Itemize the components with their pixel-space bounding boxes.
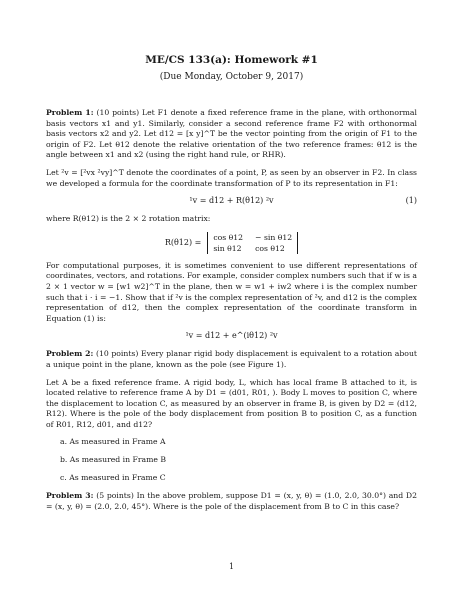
problem2-subparts [60, 437, 417, 482]
problem3-text1: (5 points) In the above problem, suppose D1 = (x, y, θ) = (1.0, 2.0, 30.0°) and D2 = (x, y, θ) = (2.0, 2.0, 45°). Where is the pole of the displacement from B to C in this case? [46, 491, 417, 512]
problem2-para2: Let A be a fixed reference frame. A rigid body, L, which has local frame B attached to it, is located relative to reference frame A by D1 = (d01, R01, ). Body L moves to position C, where the displacement to location C, as measured by an observer in frame B, is given by D2 = (d12, R12). Where is the pole of the body displacement from position B to position C, as a function of R01, R12, d01, and d12? [46, 377, 417, 429]
page-number: 1 [228, 562, 235, 571]
due-date: (Due Monday, October 9, 2017) [159, 72, 304, 82]
list-item: c. As measured in Frame C [60, 473, 166, 483]
matrix-cell: cos θ12 [255, 243, 285, 253]
equation-2 [46, 331, 417, 342]
problem1-para1 [46, 108, 417, 161]
page-title: ME/CS 133(a): Homework #1 [145, 54, 318, 66]
rotation-matrix-equation [46, 232, 417, 254]
matrix-cell: cos θ12 [213, 232, 244, 242]
problem3-label: Problem 3: [46, 491, 94, 501]
problem3-para1 [46, 491, 417, 512]
equation-1-number: (1) [405, 196, 417, 206]
problem1-para4: For computational purposes, it is sometimes convenient to use different representations of coordinates, vectors, and rotations. For example, consider complex numbers such that if w is a 2 × 1 vector w = [w1 w2]^T in the plane, then w = w1 + iw2 where i is the complex number such that i · i = −1. Show that if ²v is the complex representation of ²v, and d12 is the complex representation of d12, then the complex representation of the coordinate transform in Equation (1) is: [46, 260, 417, 323]
list-item: b. As measured in Frame B [60, 455, 167, 465]
matrix-lhs: R(θ12) = [164, 238, 202, 248]
rotation-matrix [207, 232, 298, 254]
problem2-label: Problem 2: [46, 349, 94, 359]
matrix-cell: sin θ12 [213, 243, 242, 253]
problem1-text1: (10 points) Let F1 denote a fixed reference frame in the plane, with orthonormal basis vectors x1 and y1. Similarly, consider a second reference frame F2 with orthonormal basis vectors x2 and y2. Let d12 = [x y]^T be the vector pointing from the origin of F1 to the origin of F2. Let θ12 denote the relative orientation of the two reference frames: θ12 is the angle between x1 and x2 (using the right hand rule, or RHR). [46, 108, 417, 160]
problem1-para2: Let ²v = [²vx ²vy]^T denote the coordinates of a point, P, as seen by an observer in F2. In class we developed a formula for the coordinate transformation of P to its representation in F1: [46, 167, 417, 188]
problem1-label: Problem 1: [46, 108, 94, 117]
equation-1-body: ¹v = d12 + R(θ12) ²v [189, 196, 274, 206]
problem1-para3: where R(θ12) is the 2 × 2 rotation matrix: [46, 214, 211, 224]
problem2-text1: (10 points) Every planar rigid body displacement is equivalent to a rotation about a unique point in the plane, known as the pole (see Figure 1). [46, 349, 417, 369]
equation-2-body: ¹v = d12 + e^(iθ12) ²v [185, 331, 278, 341]
problem2-para1 [46, 349, 417, 370]
equation-1 [46, 196, 417, 207]
matrix-cell: − sin θ12 [255, 232, 293, 242]
list-item: a. As measured in Frame A [60, 437, 166, 447]
